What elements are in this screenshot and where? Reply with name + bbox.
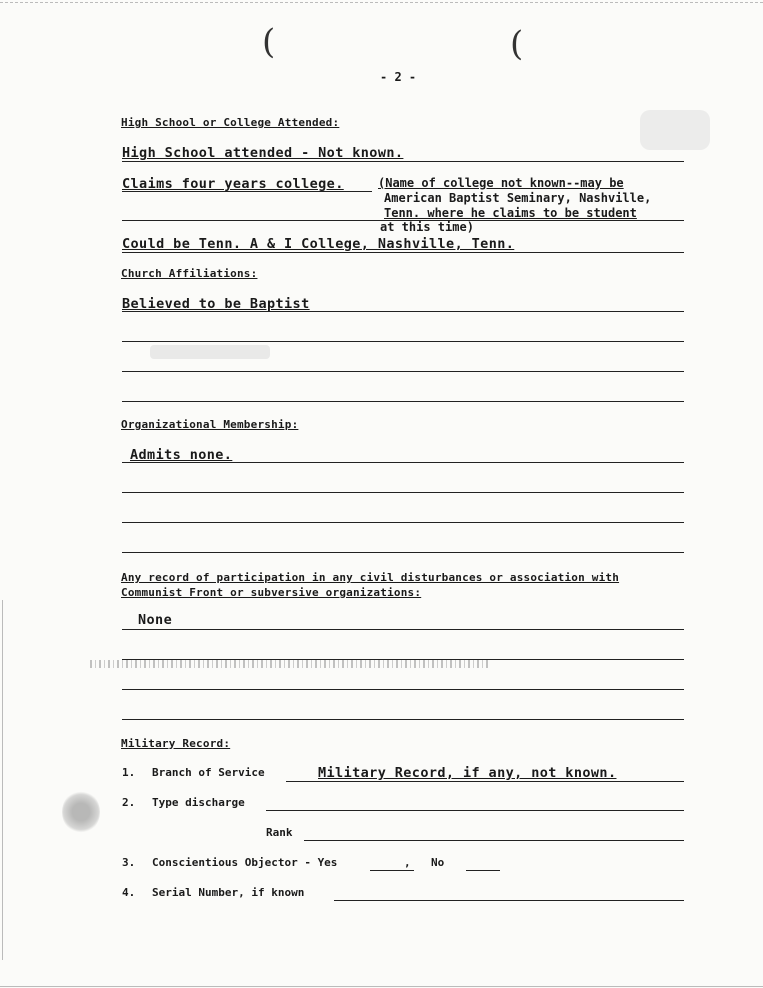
rank-fill-line: [304, 840, 684, 841]
military-item-1-value: Military Record, if any, not known.: [318, 765, 617, 781]
military-item-2-label: Type discharge: [152, 796, 245, 809]
binder-hole-mark-right: (: [510, 24, 524, 64]
fill-line: [122, 689, 684, 690]
fill-line: [122, 311, 684, 312]
fill-line: [122, 462, 684, 463]
military-item-2-number: 2.: [122, 796, 136, 809]
scan-noise: [150, 345, 270, 359]
education-line-1: High School attended - Not known.: [122, 145, 404, 161]
fill-line: [122, 492, 684, 493]
fill-line: [122, 552, 684, 553]
objector-yes-fill-line: [370, 870, 414, 871]
organizations-line-1: Admits none.: [130, 447, 233, 463]
page-number: - 2 -: [380, 70, 417, 84]
church-line-1: Believed to be Baptist: [122, 296, 310, 312]
disturbances-line-1: None: [138, 612, 173, 628]
fill-line: [122, 659, 684, 660]
fill-line: [122, 371, 684, 372]
education-note-2: American Baptist Seminary, Nashville,: [384, 191, 652, 205]
rank-label: Rank: [266, 826, 293, 839]
military-item-3-label: Conscientious Objector - Yes: [152, 856, 338, 869]
disturbances-heading-line-1: Any record of participation in any civil disturbances or association with: [121, 571, 620, 584]
military-item-4-label: Serial Number, if known: [152, 886, 305, 899]
fill-line: [122, 629, 684, 630]
fill-line: [122, 252, 684, 253]
disturbances-heading-line-2: Communist Front or subversive organizations:: [121, 586, 422, 599]
fill-line: [122, 191, 372, 192]
scan-noise: [640, 110, 710, 150]
military-item-1-label: Branch of Service: [152, 766, 265, 779]
military-item-4-number: 4.: [122, 886, 136, 899]
education-note-4: at this time): [380, 220, 474, 234]
education-line-6: Could be Tenn. A & I College, Nashville, Tenn.: [122, 236, 515, 252]
education-heading: High School or College Attended:: [121, 116, 340, 129]
education-note-3: Tenn. where he claims to be student: [384, 206, 637, 220]
objector-no-fill-line: [466, 870, 500, 871]
military-heading: Military Record:: [121, 737, 231, 750]
education-line-2: Claims four years college.: [122, 176, 344, 192]
military-item-1-number: 1.: [122, 766, 136, 779]
branch-fill-line: [286, 781, 684, 782]
fill-line: [122, 220, 684, 221]
fill-line: [122, 719, 684, 720]
scan-smudge: [90, 660, 490, 668]
scan-blotch: [62, 790, 100, 834]
objector-no-label: No: [431, 856, 445, 869]
fill-line: [122, 161, 684, 162]
page-left-edge: [2, 600, 3, 960]
objector-yes-value: ,: [404, 856, 411, 869]
education-note-1: (Name of college not known--may be: [378, 176, 624, 190]
serial-fill-line: [334, 900, 684, 901]
page-bottom-edge: [0, 986, 763, 987]
fill-line: [122, 401, 684, 402]
binder-hole-mark-left: (: [262, 22, 276, 62]
church-heading: Church Affiliations:: [121, 267, 258, 280]
military-item-3-number: 3.: [122, 856, 136, 869]
fill-line: [122, 341, 684, 342]
fill-line: [122, 522, 684, 523]
page-top-edge: [0, 2, 763, 3]
discharge-fill-line: [266, 810, 684, 811]
organizations-heading: Organizational Membership:: [121, 418, 299, 431]
